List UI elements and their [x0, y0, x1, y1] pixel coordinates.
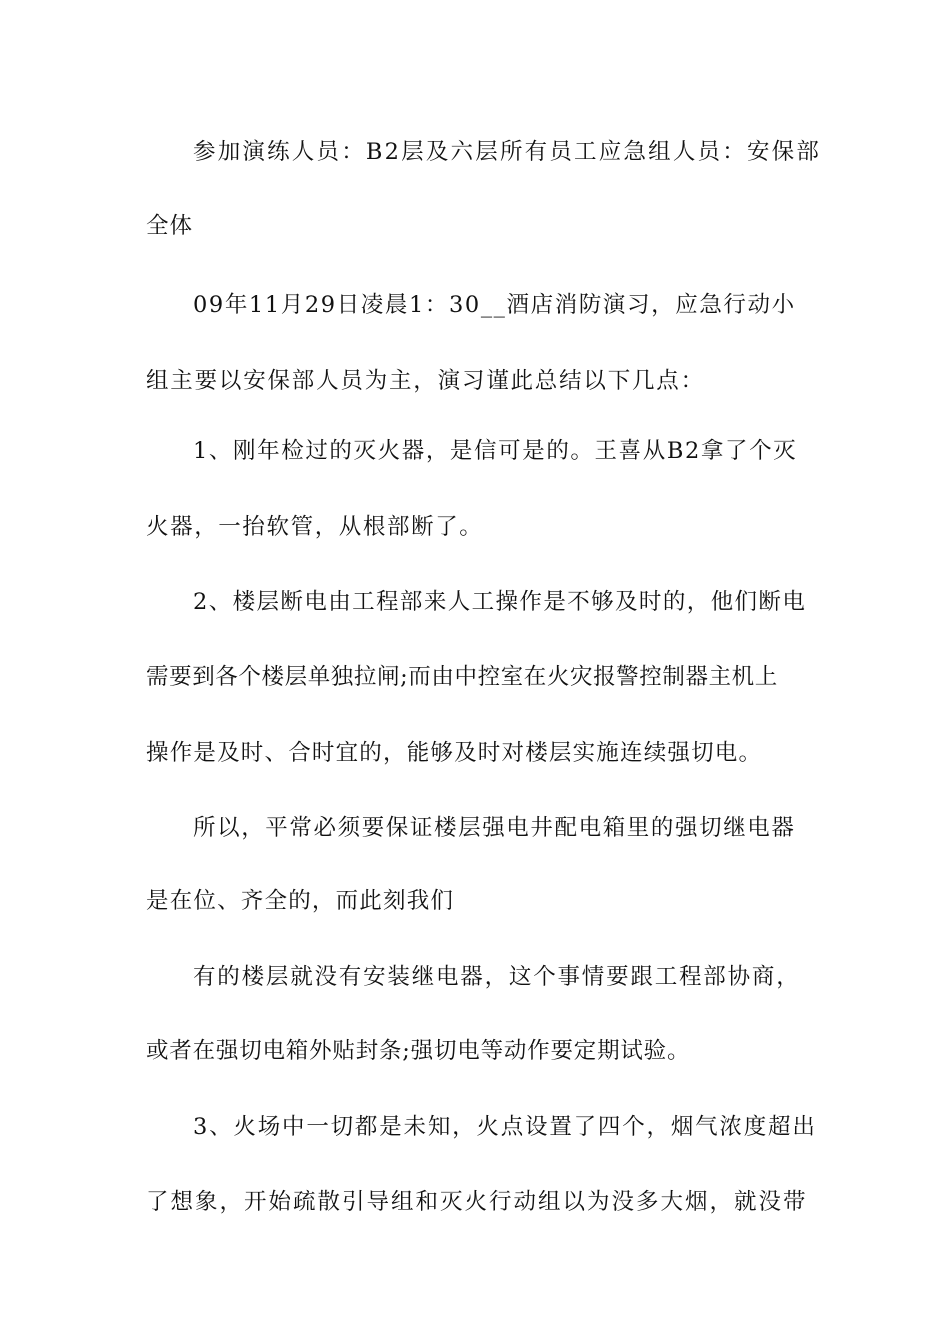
- paragraph-line: 有的楼层就没有安装继电器，这个事情要跟工程部协商，: [193, 964, 801, 990]
- paragraph-line: 1、刚年检过的灭火器，是信可是的。王喜从B2拿了个灭: [193, 438, 798, 464]
- paragraph-line: 操作是及时、合时宜的，能够及时对楼层实施连续强切电。: [146, 740, 763, 766]
- paragraph-line: 全体: [146, 213, 194, 239]
- paragraph-line: 所以，平常必须要保证楼层强电井配电箱里的强切继电器: [193, 815, 796, 841]
- paragraph-line: 参加演练人员：B2层及六层所有员工应急组人员：安保部: [193, 139, 822, 165]
- paragraph-line: 2、楼层断电由工程部来人工操作是不够及时的，他们断电: [193, 589, 807, 615]
- paragraph-line: 火器，一抬软管，从根部断了。: [146, 514, 484, 540]
- paragraph-line: 需要到各个楼层单独拉闸;而由中控室在火灾报警控制器主机上: [146, 664, 778, 690]
- paragraph-line: 3、火场中一切都是未知，火点设置了四个，烟气浓度超出: [193, 1114, 817, 1140]
- paragraph-line: 或者在强切电箱外贴封条;强切电等动作要定期试验。: [146, 1038, 691, 1064]
- paragraph-line: 09年11月29日凌晨1：30__酒店消防演习，应急行动小: [193, 292, 796, 318]
- paragraph-line: 组主要以安保部人员为主，演习谨此总结以下几点：: [146, 368, 705, 394]
- paragraph-line: 是在位、齐全的，而此刻我们: [146, 888, 455, 914]
- paragraph-line: 了想象，开始疏散引导组和灭火行动组以为没多大烟，就没带: [146, 1189, 808, 1215]
